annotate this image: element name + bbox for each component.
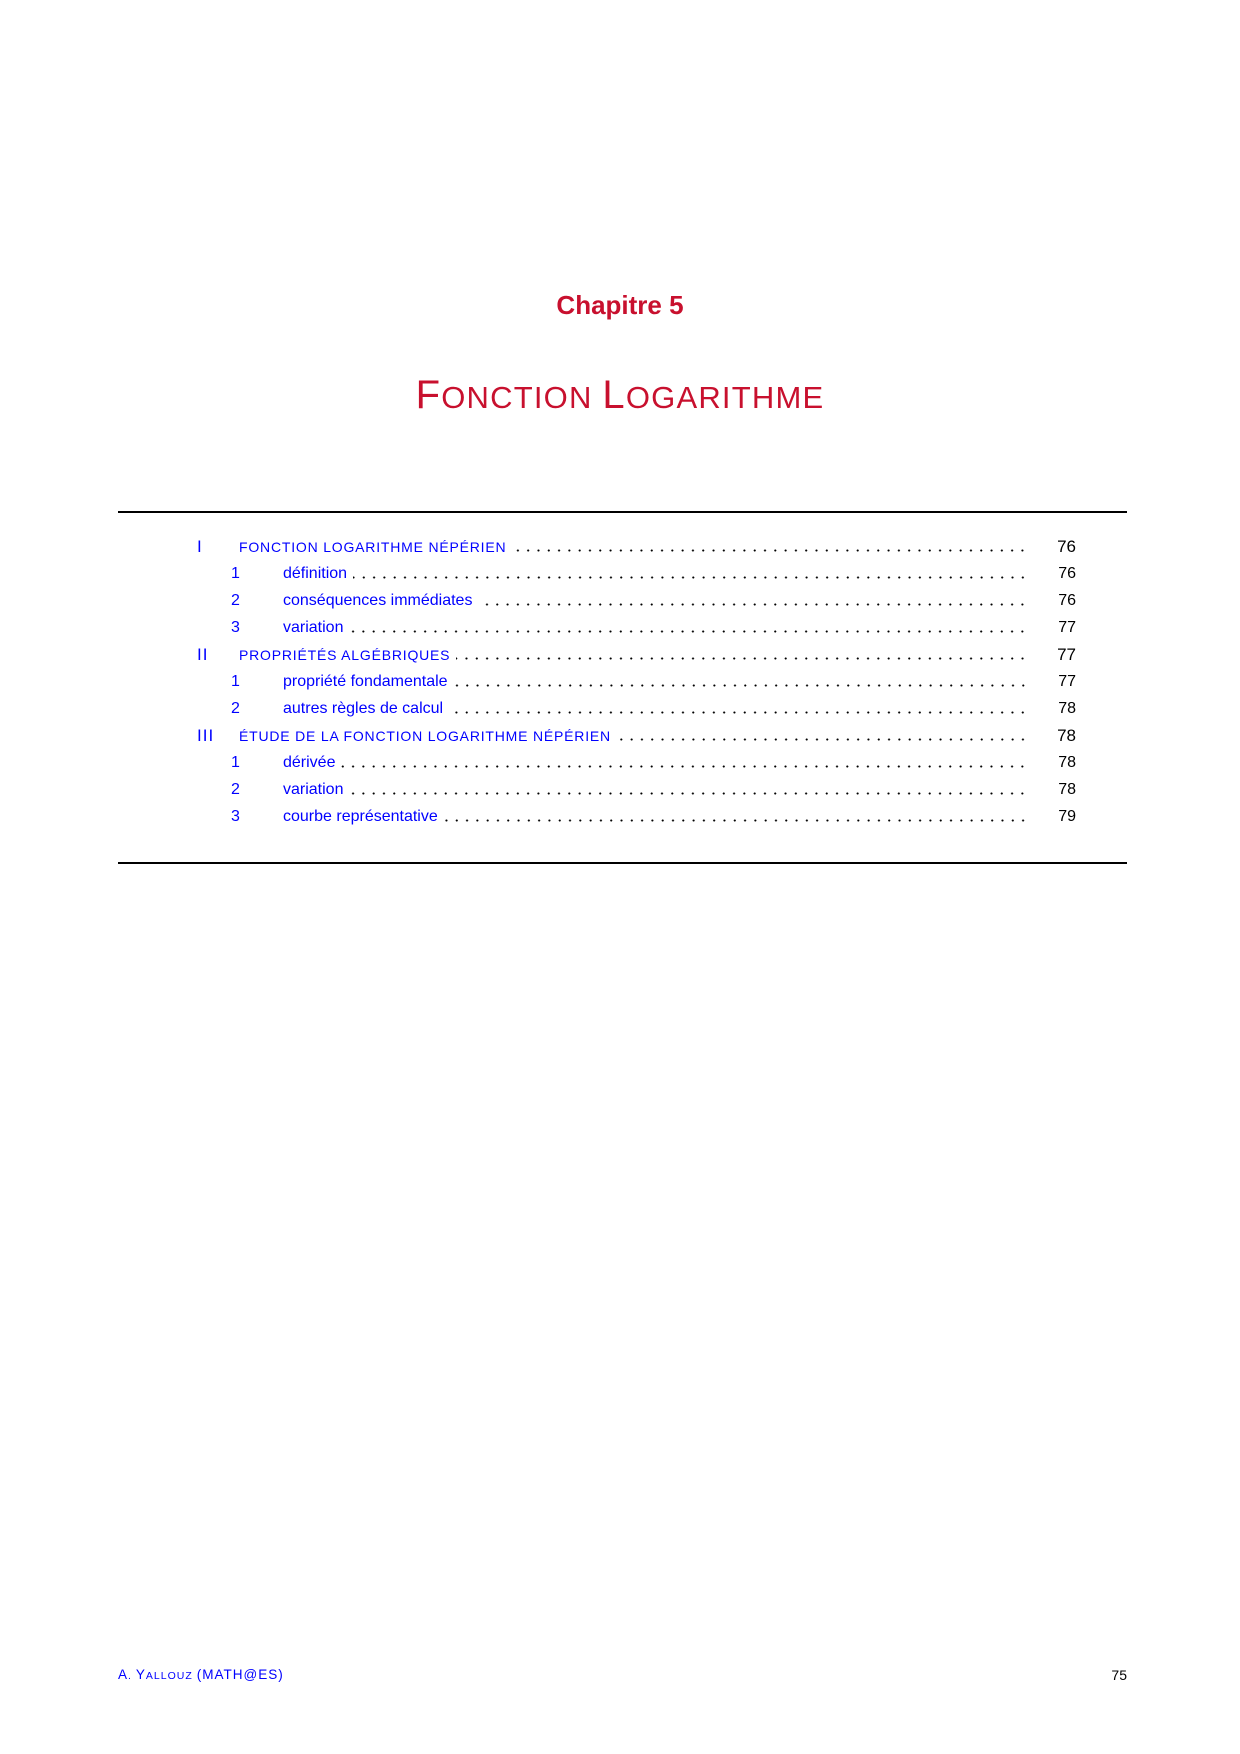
toc-subsection-number[interactable]: 3 — [231, 808, 240, 825]
table-of-contents — [197, 533, 1076, 830]
smallcaps-initial: A — [118, 1667, 129, 1682]
toc-section-title[interactable]: ÉTUDE DE LA FONCTION LOGARITHME NÉPÉRIEN — [239, 728, 611, 744]
dot-leader — [512, 533, 1028, 560]
chapter-label: Chapitre 5 — [556, 290, 684, 320]
toc-subsection-number[interactable]: 3 — [231, 619, 240, 636]
dot-leader — [349, 776, 1028, 803]
toc-page-number: 76 — [1058, 565, 1076, 582]
toc-subsection-row[interactable] — [197, 560, 1076, 587]
toc-subsection-number[interactable]: 1 — [231, 754, 240, 771]
smallcaps-initial: F — [415, 373, 442, 417]
footer-author: A. YALLOUZ (MATH@ES) — [118, 1667, 284, 1682]
toc-page-number: 79 — [1058, 808, 1076, 825]
toc-subsection-row[interactable] — [197, 587, 1076, 614]
chapter-title: FONCTION LOGARITHME — [415, 373, 825, 417]
toc-page-number: 78 — [1058, 754, 1076, 771]
toc-subsection-title[interactable]: autres règles de calcul — [283, 700, 444, 717]
toc-page-number: 76 — [1058, 592, 1076, 609]
toc-subsection-row[interactable] — [197, 614, 1076, 641]
toc-page-number: 78 — [1057, 726, 1076, 745]
bottom-rule — [118, 862, 1127, 864]
dot-leader — [444, 803, 1028, 830]
top-rule — [118, 511, 1127, 513]
smallcaps-initial: L — [602, 373, 626, 417]
toc-subsection-number[interactable]: 2 — [231, 592, 240, 609]
toc-subsection-title[interactable]: propriété fondamentale — [283, 673, 448, 690]
toc-subsection-row[interactable] — [197, 668, 1076, 695]
dot-leader — [349, 614, 1028, 641]
toc-section-row[interactable] — [197, 533, 1076, 560]
toc-page-number: 78 — [1058, 700, 1076, 717]
dot-leader — [341, 749, 1028, 776]
dot-leader — [353, 560, 1028, 587]
toc-subsection-title[interactable]: courbe représentative — [283, 808, 438, 825]
toc-page-number: 78 — [1058, 781, 1076, 798]
footer-page-number: 75 — [1111, 1667, 1127, 1683]
toc-page-number: 77 — [1057, 645, 1076, 664]
toc-subsection-title[interactable]: dérivée — [283, 754, 336, 771]
toc-subsection-number[interactable]: 1 — [231, 565, 240, 582]
toc-section-number[interactable]: I — [197, 537, 203, 556]
dot-leader — [454, 668, 1028, 695]
toc-subsection-row[interactable] — [197, 695, 1076, 722]
toc-subsection-title[interactable]: définition — [283, 565, 348, 582]
toc-section-number[interactable]: III — [197, 726, 215, 745]
dot-leader — [449, 695, 1028, 722]
smallcaps-initial: Y — [135, 1667, 146, 1682]
toc-section-row[interactable] — [197, 641, 1076, 668]
toc-section-title[interactable]: PROPRIÉTÉS ALGÉBRIQUES — [239, 647, 451, 663]
toc-section-row[interactable] — [197, 722, 1076, 749]
toc-section-number[interactable]: II — [197, 645, 209, 664]
dot-leader — [478, 587, 1028, 614]
toc-section-title[interactable]: FONCTION LOGARITHME NÉPÉRIEN — [239, 539, 507, 555]
toc-subsection-number[interactable]: 1 — [231, 673, 240, 690]
toc-page-number: 77 — [1058, 673, 1076, 690]
toc-subsection-title[interactable]: variation — [283, 619, 344, 636]
dot-leader — [617, 722, 1028, 749]
toc-subsection-number[interactable]: 2 — [231, 781, 240, 798]
smallcaps-initial: (MATH@ES) — [196, 1667, 284, 1682]
toc-subsection-row[interactable] — [197, 803, 1076, 830]
toc-page-number: 77 — [1058, 619, 1076, 636]
toc-subsection-row[interactable] — [197, 749, 1076, 776]
dot-leader — [456, 641, 1028, 668]
toc-subsection-number[interactable]: 2 — [231, 700, 240, 717]
toc-subsection-row[interactable] — [197, 776, 1076, 803]
toc-subsection-title[interactable]: variation — [283, 781, 344, 798]
toc-page-number: 76 — [1057, 537, 1076, 556]
toc-subsection-title[interactable]: conséquences immédiates — [283, 592, 473, 609]
